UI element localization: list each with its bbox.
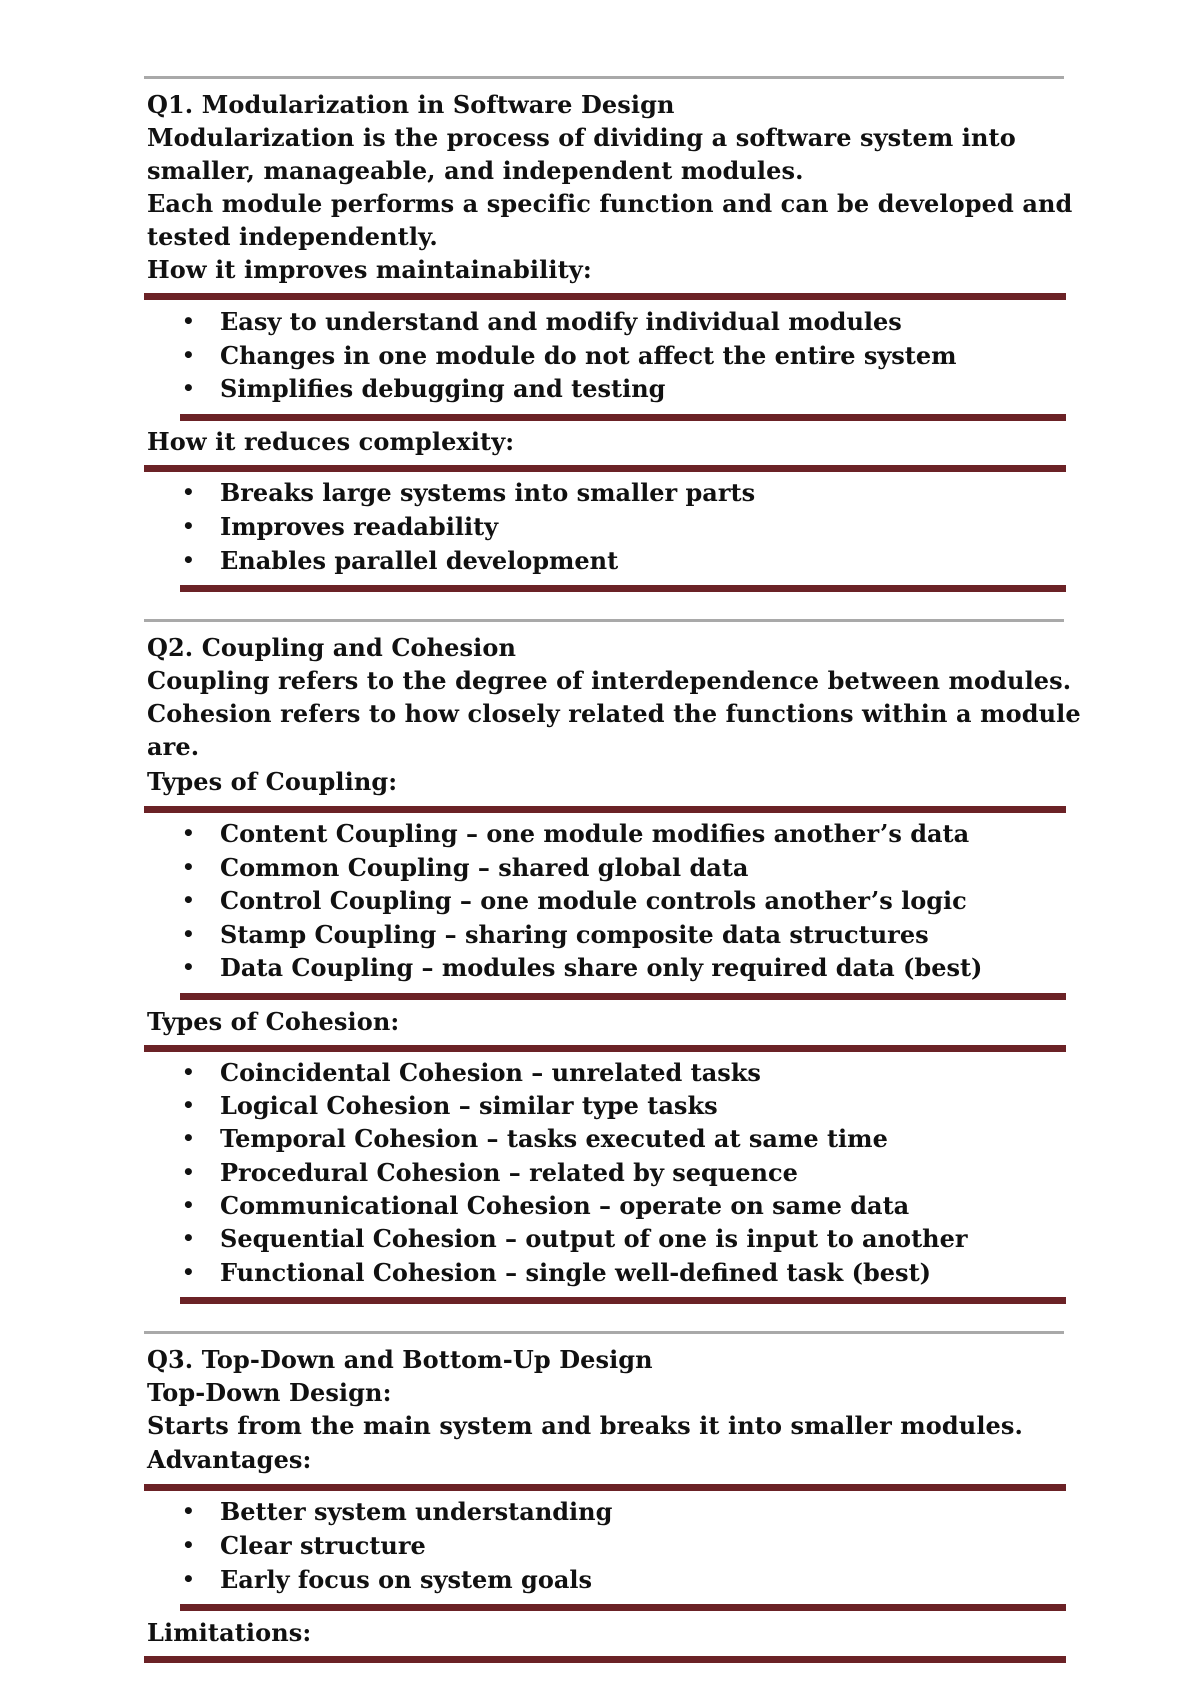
list-top-rule bbox=[144, 465, 1066, 472]
q3-subheading: Top-Down Design: bbox=[147, 1378, 392, 1407]
bullet-icon: • bbox=[182, 1126, 195, 1150]
bullet-icon: • bbox=[182, 922, 195, 946]
q2-paragraph-line: Cohesion refers to how closely related the functions within a module bbox=[147, 699, 1081, 728]
bullet-icon: • bbox=[182, 1533, 195, 1557]
bullet-icon: • bbox=[182, 821, 195, 845]
list-bottom-rule bbox=[180, 414, 1066, 421]
complexity-label: How it reduces complexity: bbox=[147, 427, 515, 456]
section-divider bbox=[144, 76, 1064, 79]
bullet-icon: • bbox=[182, 343, 195, 367]
list-bottom-rule bbox=[180, 993, 1066, 1000]
q3-paragraph-line: Starts from the main system and breaks it into smaller modules. bbox=[147, 1411, 1023, 1440]
bullet-icon: • bbox=[182, 1093, 195, 1117]
q2-heading: Q2. Coupling and Cohesion bbox=[147, 633, 517, 662]
limitations-label: Limitations: bbox=[147, 1618, 312, 1647]
bullet-icon: • bbox=[182, 855, 195, 879]
bullet-icon: • bbox=[182, 1499, 195, 1523]
maintainability-label: How it improves maintainability: bbox=[147, 255, 592, 284]
q1-paragraph-line: smaller, manageable, and independent modules. bbox=[147, 156, 804, 185]
bullet-icon: • bbox=[182, 1260, 195, 1284]
bullet-icon: • bbox=[182, 514, 195, 538]
bullet-icon: • bbox=[182, 548, 195, 572]
q1-paragraph-line: tested independently. bbox=[147, 222, 438, 251]
q2-paragraph-line: Coupling refers to the degree of interdependence between modules. bbox=[147, 666, 1072, 695]
q1-heading: Q1. Modularization in Software Design bbox=[147, 90, 675, 119]
coupling-label: Types of Coupling: bbox=[147, 767, 398, 796]
bullet-icon: • bbox=[182, 309, 195, 333]
q1-paragraph-line: Modularization is the process of dividing a software system into bbox=[147, 123, 1016, 152]
bullet-icon: • bbox=[182, 1226, 195, 1250]
list-top-rule bbox=[144, 806, 1066, 813]
advantages-label: Advantages: bbox=[147, 1445, 312, 1474]
section-divider bbox=[144, 1331, 1064, 1334]
bullet-icon: • bbox=[182, 1160, 195, 1184]
list-bottom-rule bbox=[180, 1297, 1066, 1304]
bullet-icon: • bbox=[182, 955, 195, 979]
bullet-icon: • bbox=[182, 1567, 195, 1591]
bullet-icon: • bbox=[182, 480, 195, 504]
q2-paragraph-line: are. bbox=[147, 732, 200, 761]
section-divider bbox=[144, 619, 1064, 622]
bullet-icon: • bbox=[182, 1060, 195, 1084]
list-bottom-rule bbox=[180, 585, 1066, 592]
q3-heading: Q3. Top-Down and Bottom-Up Design bbox=[147, 1345, 653, 1374]
list-top-rule bbox=[144, 293, 1066, 300]
document-page: Q1. Modularization in Software Design Modularization is the process of dividing a software system into smaller, manageable, and independent modules. Each module performs a specific function and can be developed and tested independently. How it improves maintainability: • Easy to understand and modify individual modules • Changes in one module do not affect the entire system • Simplifies debugging and testing How it reduces complexity: • Breaks large systems into smaller parts • Improves readability • Enables parallel development Q2. Coupling and Cohesion Coupling refers to the degree of interdependence between modules. Cohesion refers to how closely related the functions within a module are. Types of Coupling: • Content Coupling – one module modifies another’s data • Common Coupling – shared global data • Control Coupling – one module controls another’s logic • Stamp Coupling – sharing composite data structures • Data Coupling – modules share only required data (best) Types of Cohesion: • Coincidental Cohesion – unrelated tasks • Logical Cohesion – similar type tasks • Temporal Cohesion – tasks executed at same time • Procedural Cohesion – related by sequence • Communicational Cohesion – operate on same data • Sequential Cohesion – output of one is input to another • Functional Cohesion – single well-defined task (best) Q3. Top-Down and Bottom-Up Design Top-Down Design: Starts from the main system and breaks it into smaller modules. Advantages: • Better system understanding • Clear structure • Early focus on system goals Limitations: bbox=[0, 0, 1200, 1698]
bullet-icon: • bbox=[182, 888, 195, 912]
q1-paragraph-line: Each module performs a specific function and can be developed and bbox=[147, 189, 1073, 218]
cohesion-label: Types of Cohesion: bbox=[147, 1007, 400, 1036]
list-bottom-rule bbox=[180, 1604, 1066, 1611]
bullet-icon: • bbox=[182, 376, 195, 400]
list-top-rule bbox=[144, 1656, 1066, 1663]
bullet-icon: • bbox=[182, 1193, 195, 1217]
list-top-rule bbox=[144, 1045, 1066, 1052]
list-top-rule bbox=[144, 1484, 1066, 1491]
